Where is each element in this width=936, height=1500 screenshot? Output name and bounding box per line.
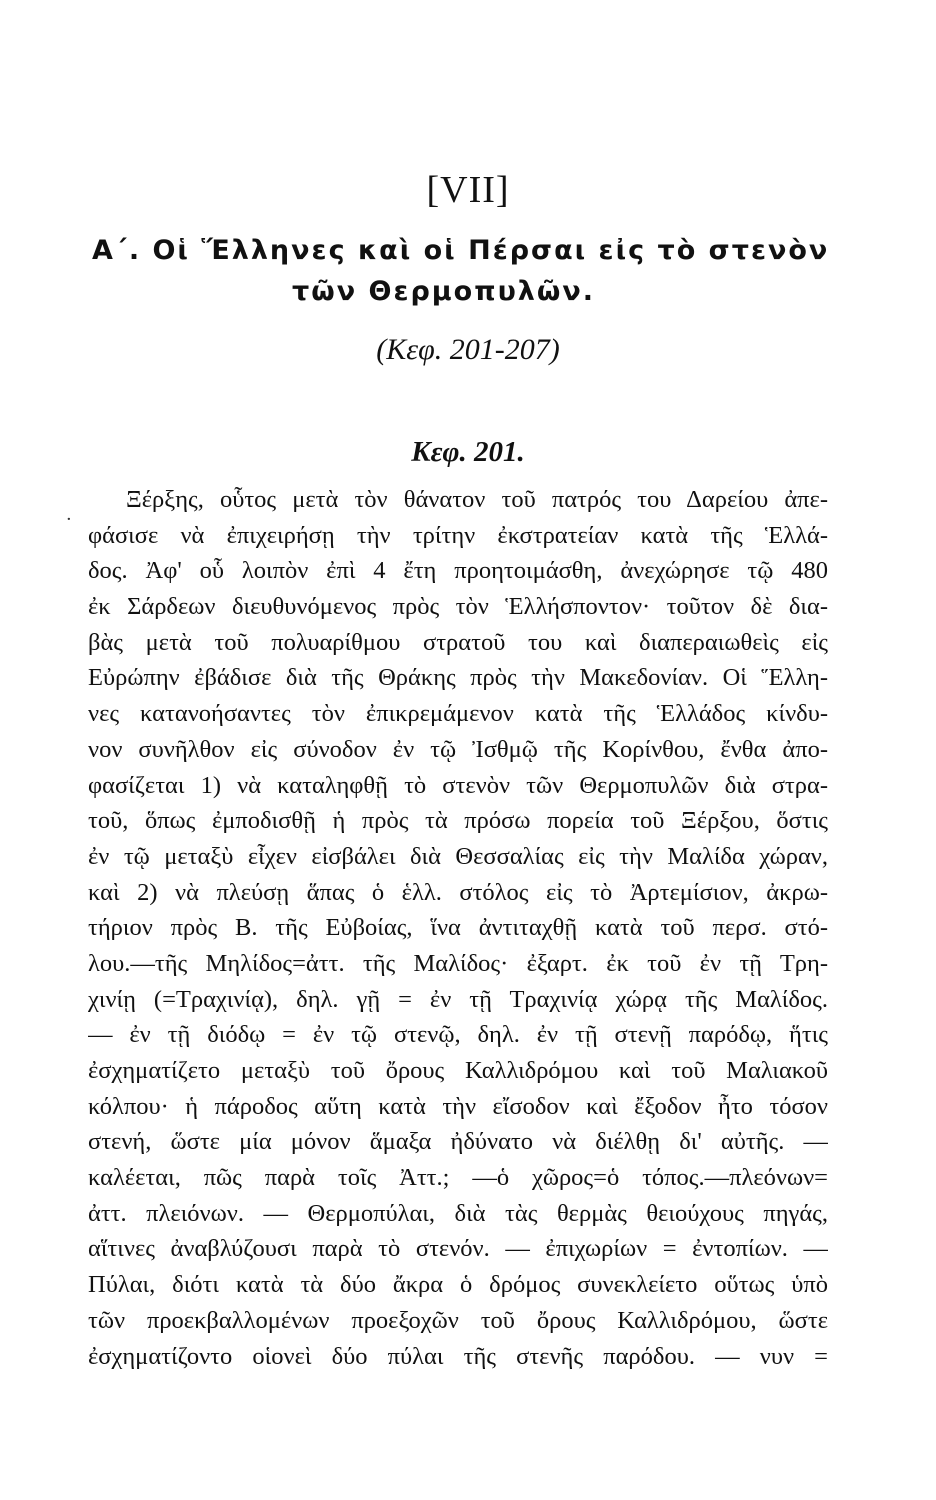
text-line: τῶν προεκβαλλομένων προεξοχῶν τοῦ ὄρους Καλλιδρόμου, ὥστε — [88, 1306, 828, 1334]
text-line: τοῦ, ὅπως ἐμποδισθῇ ἡ πρὸς τὰ πρόσω πορεία τοῦ Ξέρξου, ὅστις — [88, 807, 828, 835]
text-line: φάσισε νὰ ἐπιχειρήσῃ τὴν τρίτην ἐκστρατείαν κατὰ τῆς Ἑλλά- — [88, 521, 828, 549]
text-line: καὶ 2) νὰ πλεύσῃ ἅπας ὁ ἑλλ. στόλος εἰς τὸ Ἀρτεμίσιον, ἀκρω- — [88, 878, 828, 906]
text-line: — ἐν τῇ διόδῳ = ἐν τῷ στενῷ, δηλ. ἐν τῇ στενῇ παρόδῳ, ἥτις — [88, 1021, 828, 1049]
section-title-line-2: τῶν Θερμοπυλῶν. — [292, 276, 596, 307]
margin-mark: · — [66, 509, 72, 530]
text-line: ἐν τῷ μεταξὺ εἶχεν εἰσβάλει διὰ Θεσσαλίας εἰς τὴν Μαλίδα χώραν, — [88, 842, 828, 870]
text-line: ἀττ. πλειόνων. — Θερμοπύλαι, διὰ τὰς θερμὰς θειούχους πηγάς, — [88, 1199, 828, 1227]
text-line: ἐσχηματίζοντο οἱονεὶ δύο πύλαι τῆς στενῆς παρόδου. — νυν = — [88, 1342, 828, 1370]
text-line: νον συνῆλθον εἰς σύνοδον ἐν τῷ Ἰσθμῷ τῆς Κορίνθου, ἔνθα ἀπο- — [88, 735, 828, 763]
text-line: δος. Ἀφ' οὗ λοιπὸν ἐπὶ 4 ἔτη προητοιμάσθη, ἀνεχώρησε τῷ 480 — [88, 557, 828, 585]
text-line: καλέεται, πῶς παρὰ τοῖς Ἀττ.; —ὁ χῶρος=ὁ τόπος.—πλεόνων= — [88, 1164, 828, 1192]
text-line: Ξέρξης, οὗτος μετὰ τὸν θάνατον τοῦ πατρός του Δαρείου ἀπε- — [126, 486, 828, 513]
text-line: αἵτινες ἀναβλύζουσι παρὰ τὸ στενόν. — ἐπιχωρίων = ἐντοπίων. — — [88, 1235, 828, 1263]
text-line: φασίζεται 1) νὰ καταληφθῇ τὸ στενὸν τῶν Θερμοπυλῶν διὰ στρα- — [88, 771, 828, 799]
text-line: νες κατανοήσαντες τὸν ἐπικρεμάμενον κατὰ τῆς Ἑλλάδος κίνδυ- — [88, 700, 828, 728]
text-line: ἐκ Σάρδεων διευθυνόμενος πρὸς τὸν Ἑλλήσποντον· τοῦτον δὲ δια- — [88, 593, 828, 621]
text-line: Εὐρώπην ἐβάδισε διὰ τῆς Θράκης πρὸς τὴν Μακεδονίαν. Οἱ Ἕλλη- — [88, 664, 828, 692]
text-line: ἐσχηματίζετο μεταξὺ τοῦ ὄρους Καλλιδρόμου καὶ τοῦ Μαλιακοῦ — [88, 1057, 828, 1084]
chapters-range: (Κεφ. 201-207) — [376, 333, 560, 366]
text-line: βὰς μετὰ τοῦ πολυαρίθμου στρατοῦ του καὶ διαπεραιωθεὶς εἰς — [88, 628, 828, 656]
text-line: λου.—τῆς Μηλίδος=ἀττ. τῆς Μαλίδος· ἐξαρτ. ἐκ τοῦ ἐν τῇ Τρη- — [88, 949, 828, 977]
section-number: [VII] — [426, 169, 510, 211]
text-line: τήριον πρὸς Β. τῆς Εὐβοίας, ἵνα ἀντιταχθῇ κατὰ τοῦ περσ. στό- — [88, 914, 828, 942]
body-text — [88, 482, 828, 1374]
text-line: στενή, ὥστε μία μόνον ἅμαξα ἠδύνατο νὰ διέλθῃ δι' αὐτῆς. — — [88, 1128, 828, 1156]
text-line: κόλπου· ἡ πάροδος αὕτη κατὰ τὴν εἴσοδον καὶ ἔξοδον ἦτο τόσον — [88, 1092, 828, 1120]
section-title-line-1: Α΄. Οἱ Ἕλληνες καὶ οἱ Πέρσαι εἰς τὸ στενὸν — [92, 235, 830, 266]
chapter-heading: Κεφ. 201. — [411, 436, 525, 468]
text-line: χινίῃ (=Τραχινίᾳ), δηλ. γῇ = ἐν τῇ Τραχινίᾳ χώρᾳ τῆς Μαλίδος. — [88, 985, 828, 1013]
text-line: Πύλαι, διότι κατὰ τὰ δύο ἄκρα ὁ δρόμος συνεκλείετο οὕτως ὑπὸ — [88, 1271, 828, 1299]
